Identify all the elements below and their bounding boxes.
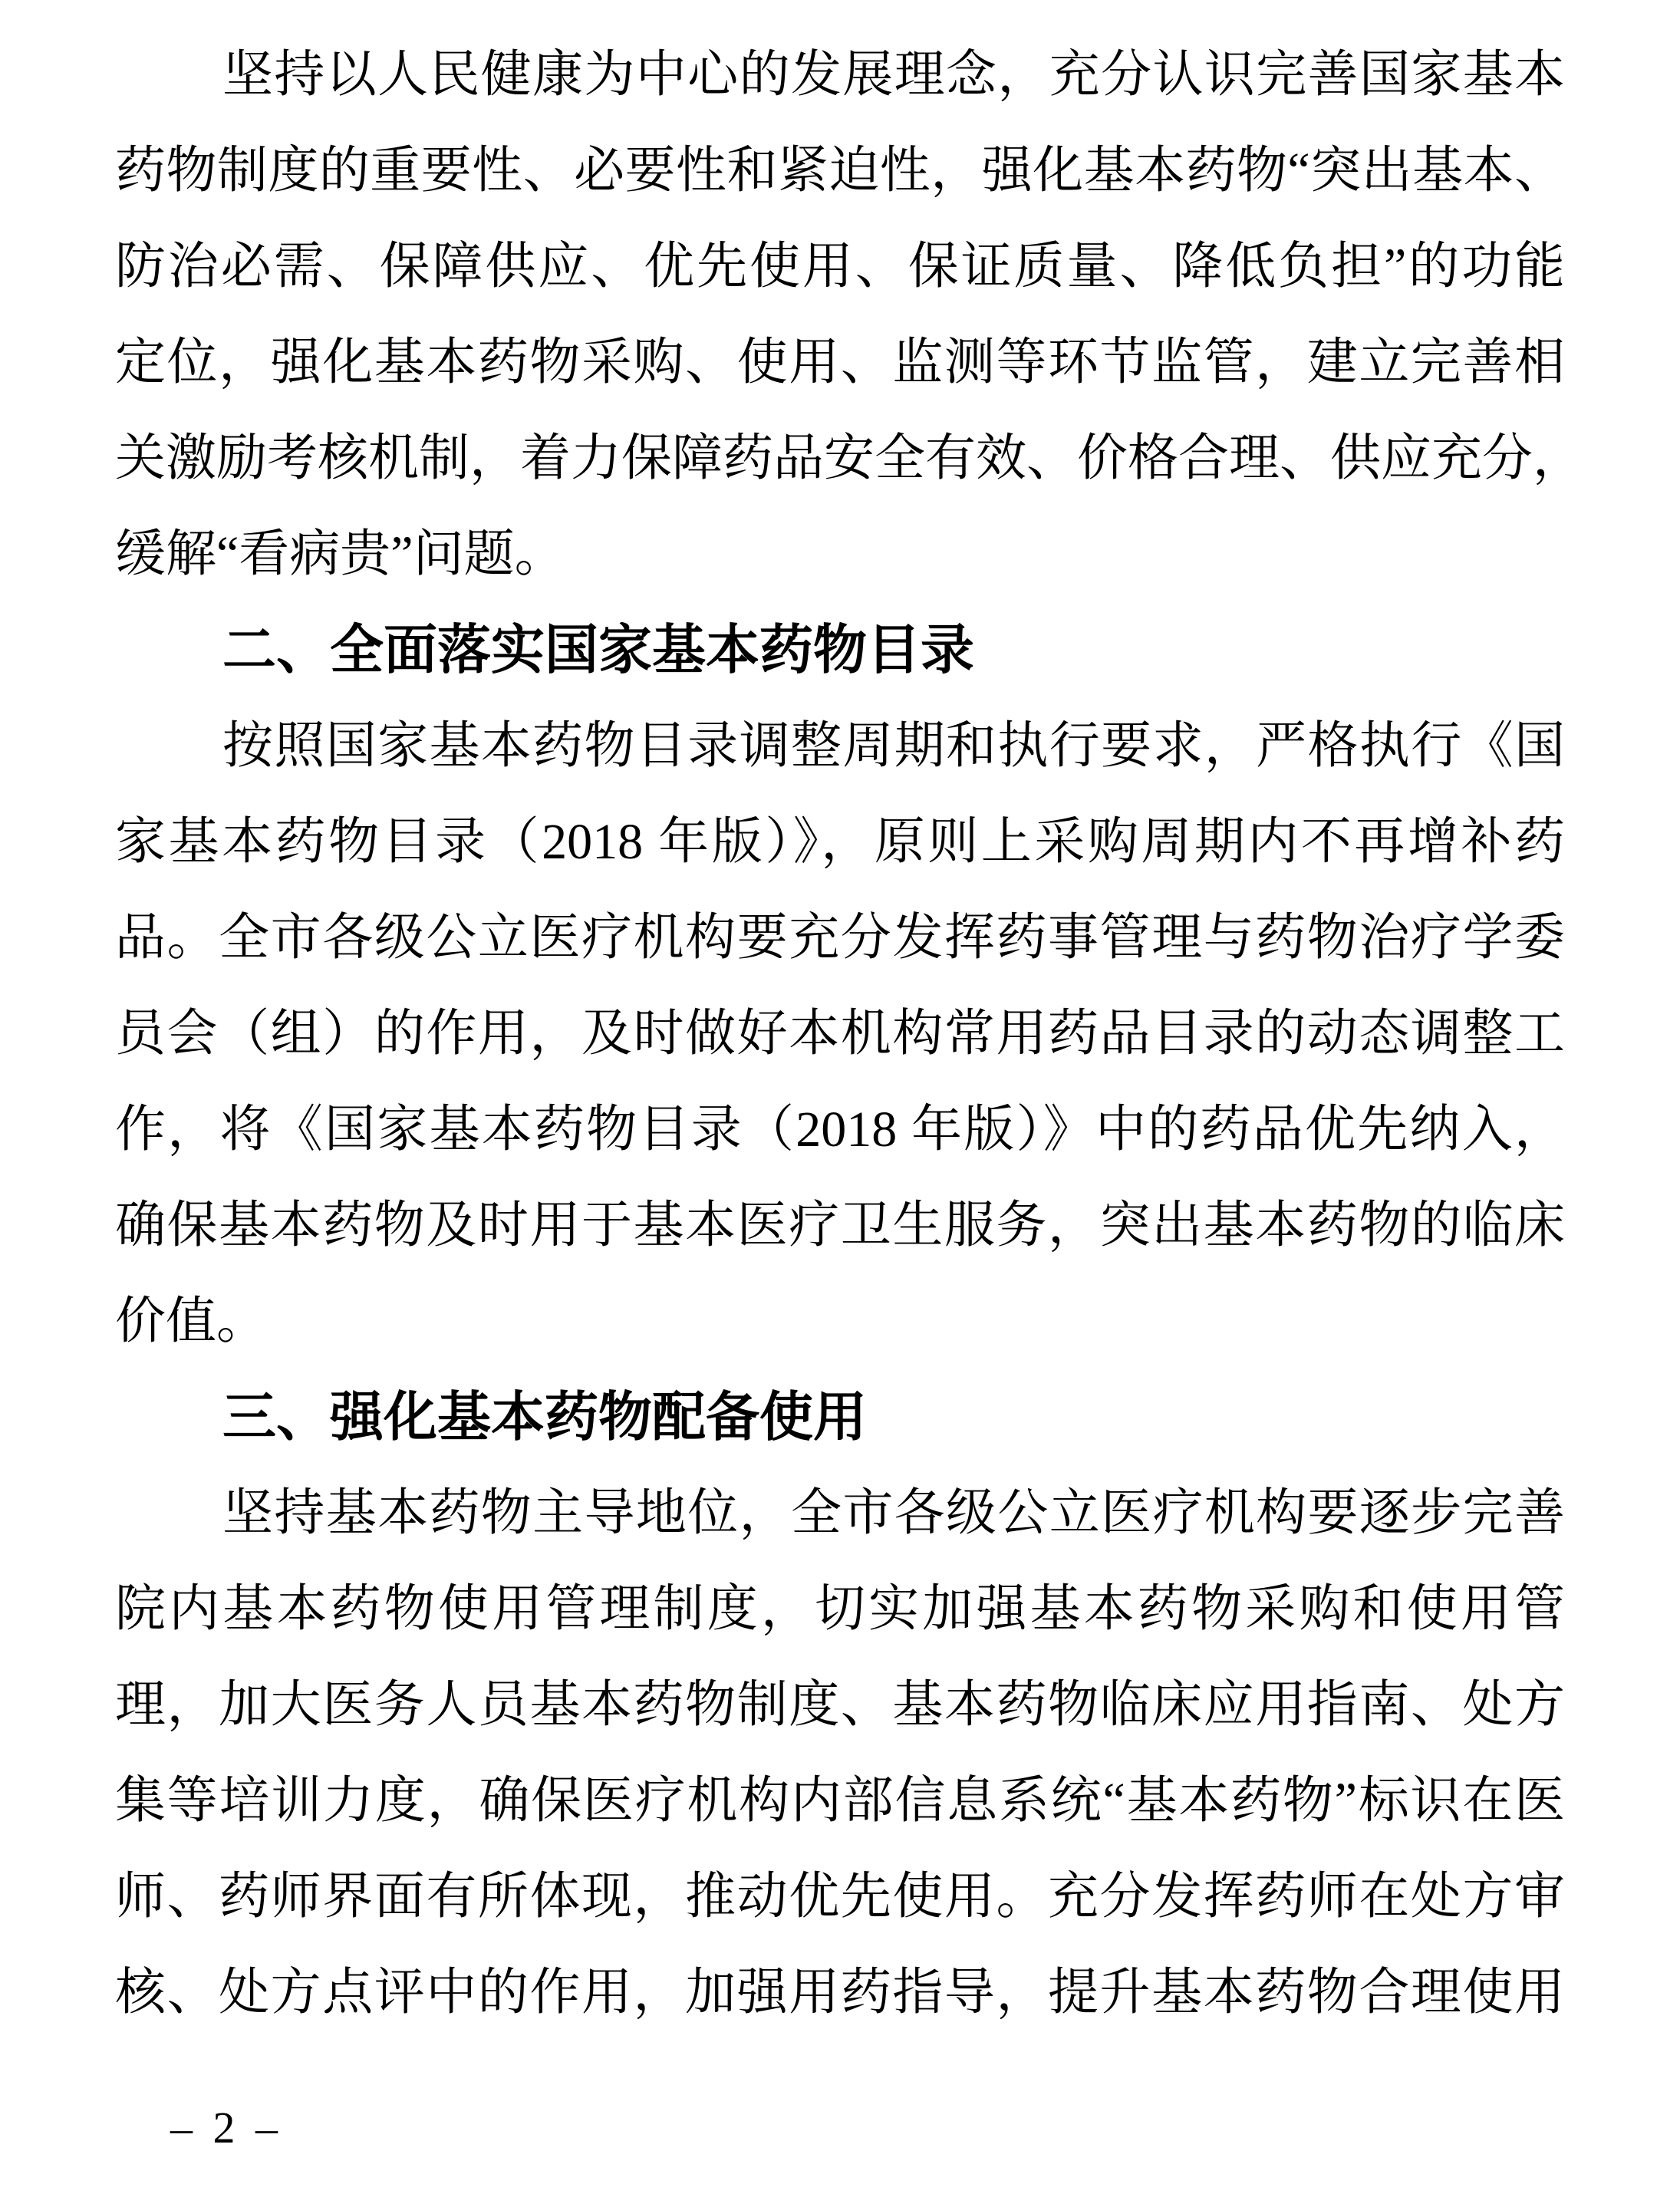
text-line: 坚持以人民健康为中心的发展理念，充分认识完善国家基本 xyxy=(222,47,1565,103)
text-line: 确保基本药物及时用于基本医疗卫生服务，突出基本药物的临床 xyxy=(115,1197,1565,1253)
text-line: 师、药师界面有所体现，推动优先使用。充分发挥药师在处方审 xyxy=(115,1869,1565,1925)
section-heading-3: 三、强化基本药物配备使用 xyxy=(222,1387,867,1447)
page-number: – 2 – xyxy=(170,2103,282,2153)
section-heading-2: 二、全面落实国家基本药物目录 xyxy=(222,620,974,680)
text-line: 理，加大医务人员基本药物制度、基本药物临床应用指南、处方 xyxy=(115,1677,1565,1733)
text-line: 防治必需、保障供应、优先使用、保证质量、降低负担”的功能 xyxy=(115,239,1565,295)
text-line: 坚持基本药物主导地位，全市各级公立医疗机构要逐步完善 xyxy=(222,1485,1565,1541)
text-line: 家基本药物目录（2018 年版）》，原则上采购周期内不再增补药 xyxy=(115,814,1565,870)
text-line: 核、处方点评中的作用，加强用药指导，提升基本药物合理使用 xyxy=(115,1965,1565,2021)
text-line: 集等培训力度，确保医疗机构内部信息系统“基本药物”标识在医 xyxy=(115,1773,1565,1829)
text-line: 院内基本药物使用管理制度，切实加强基本药物采购和使用管 xyxy=(115,1581,1565,1637)
text-line: 品。全市各级公立医疗机构要充分发挥药事管理与药物治疗学委 xyxy=(115,910,1565,966)
text-line: 药物制度的重要性、必要性和紧迫性，强化基本药物“突出基本、 xyxy=(115,143,1565,199)
text-line: 缓解“看病贵”问题。 xyxy=(115,526,565,582)
text-line: 关激励考核机制，着力保障药品安全有效、价格合理、供应充分， xyxy=(115,430,1583,486)
text-line: 定位，强化基本药物采购、使用、监测等环节监管，建立完善相 xyxy=(115,334,1565,390)
text-line: 作，将《国家基本药物目录（2018 年版）》中的药品优先纳入， xyxy=(115,1102,1565,1158)
text-line: 价值。 xyxy=(115,1293,267,1349)
document-body xyxy=(115,27,1583,2041)
text-line: 按照国家基本药物目录调整周期和执行要求，严格执行《国 xyxy=(222,718,1565,774)
text-line: 员会（组）的作用，及时做好本机构常用药品目录的动态调整工 xyxy=(115,1006,1565,1062)
